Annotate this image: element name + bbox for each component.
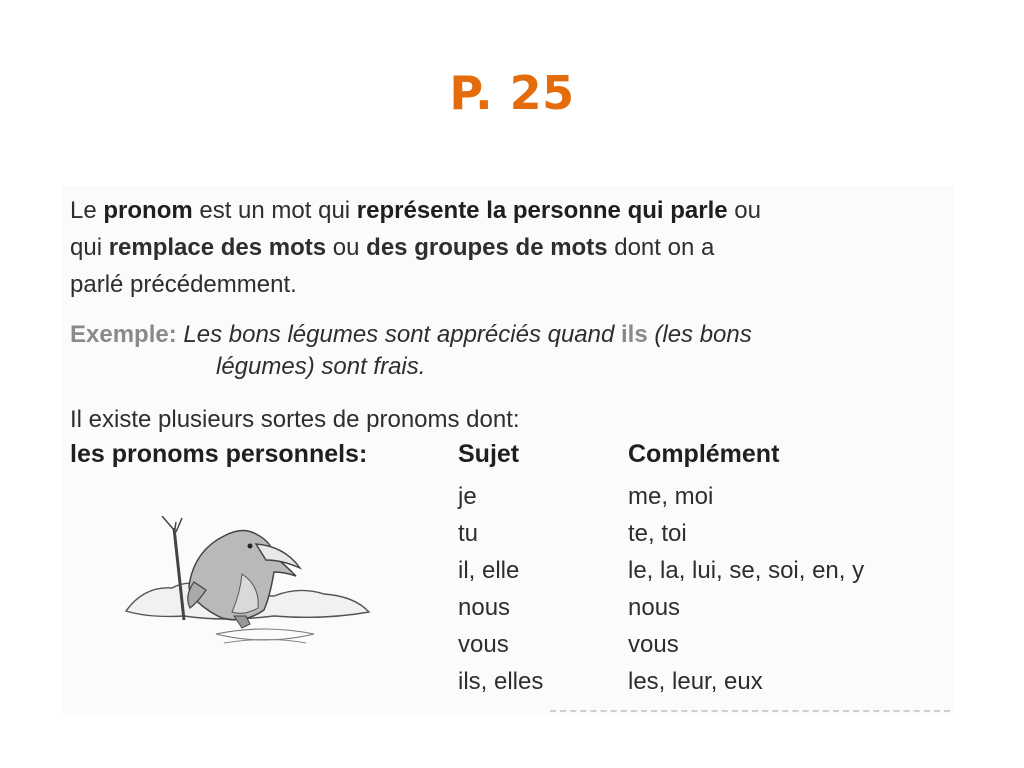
personal-pronouns-label: les pronoms personnels:	[70, 440, 368, 468]
pronoun-types-intro: Il existe plusieurs sortes de pronoms dont:	[70, 406, 520, 433]
definition-text: est un mot qui	[192, 197, 357, 224]
subject-pronoun: tu	[458, 520, 479, 547]
definition-text: dont on a	[607, 234, 715, 261]
definition-bold: représente la personne qui parle	[356, 197, 728, 224]
example-highlight: ils	[621, 321, 648, 348]
definition-text: ou	[326, 234, 367, 261]
subject-pronoun: nous	[458, 594, 511, 621]
complement-pronoun: me, moi	[628, 483, 714, 510]
subject-pronoun: il, elle	[458, 557, 520, 584]
complement-pronoun: te, toi	[628, 520, 687, 547]
subject-pronoun-list	[458, 478, 543, 700]
definition-bold: pronom	[103, 197, 193, 224]
definition-line-3: parlé précédemment.	[70, 271, 297, 298]
subject-pronoun: ils, elles	[458, 668, 544, 695]
textbook-scan	[62, 186, 954, 716]
definition-text: qui	[70, 234, 109, 261]
subject-column-header: Sujet	[458, 440, 520, 468]
example-label: Exemple:	[70, 321, 177, 348]
divider-dotted	[550, 710, 950, 716]
subject-pronoun: vous	[458, 631, 509, 658]
definition-bold: des groupes de mots	[366, 234, 608, 261]
complement-pronoun: nous	[628, 594, 681, 621]
example-text	[183, 321, 751, 348]
definition-line-1	[70, 192, 761, 229]
definition-bold: remplace des mots	[108, 234, 327, 261]
complement-pronoun: le, la, lui, se, soi, en, y	[628, 557, 865, 584]
complement-pronoun-list	[628, 478, 864, 700]
page-title: P. 25	[449, 66, 575, 120]
complement-column-header: Complément	[628, 440, 780, 468]
definition-text: Le	[70, 197, 104, 224]
complement-pronoun: les, leur, eux	[628, 668, 763, 695]
complement-pronoun: vous	[628, 631, 679, 658]
example-row	[70, 316, 752, 353]
example-text-before: Les bons légumes sont appréciés quand	[183, 321, 622, 348]
example-text-after: (les bons	[647, 321, 752, 348]
example-line-2: légumes) sont frais.	[216, 353, 426, 380]
subject-pronoun: je	[458, 483, 477, 510]
penguin-illustration	[124, 516, 374, 666]
definition-text: ou	[727, 197, 761, 224]
definition-line-2	[70, 229, 714, 266]
